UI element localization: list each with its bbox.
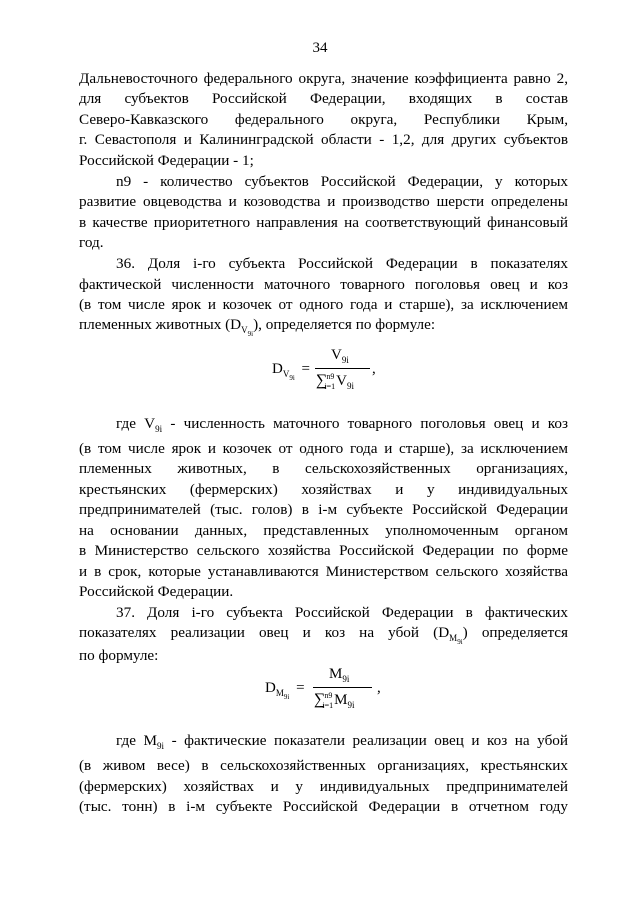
text-fragment: ), определяется по формуле: (253, 316, 436, 333)
text-line: на основании данных, представленных уполномоченным органом (79, 522, 568, 539)
formula-numerator: $V_{9i}$ (331, 347, 349, 365)
text-line: племенных животных, в сельскохозяйственных организациях, (79, 460, 568, 477)
definition-line: где $M_{9i}$ - фактические показатели реализации овец и коз на убой (116, 732, 569, 751)
fraction-bar (313, 687, 372, 688)
text-line: показателях реализации овец и коз на убой $(D_{M9i})$ определяется (79, 624, 568, 646)
definition-line: где $V_{9i}$ - численность маточного товарного поголовья овец и коз (116, 415, 569, 434)
page-number: 34 (312, 40, 328, 56)
text-line: Дальневосточного федерального округа, значение коэффициента равно 2, (79, 70, 568, 87)
formula-denominator: $\sum^{n9}_{i=1}V_{9i}$ (316, 372, 354, 391)
text-line: для субъектов Российской Федерации, входящих в состав (79, 90, 568, 107)
item-36-heading: 36. Доля i-го субъекта Российской Федерации в показателях (116, 255, 568, 272)
text-line: Российской Федерации - 1; (79, 152, 254, 169)
text-line: развитие овцеводства и козоводства и производство шерсти определены (79, 193, 568, 210)
text-line: (в том числе ярок и козочек от одного года и старше), за исключением (79, 440, 568, 457)
inline-formula: $D_{M9i}$ (438, 624, 463, 646)
text-line: г. Севастополя и Калининградской области - 1,2, для других субъектов (79, 131, 568, 148)
text-line: (фермерских) хозяйствах и у индивидуальных предпринимателей (79, 778, 568, 795)
text-line: Российской Федерации. (79, 583, 234, 600)
formula-comma: , (377, 680, 381, 696)
inline-formula: $D_{V9i}$ (230, 316, 254, 338)
text-fragment: племенных животных ( (79, 316, 231, 333)
text-line: и в срок, которые устанавливаются Министерством сельского хозяйства (79, 563, 568, 580)
text-line: фактической численности маточного товарного поголовья овец и коз (79, 276, 568, 293)
formula-comma: , (372, 361, 376, 377)
text-line: в Министерство сельского хозяйства Российской Федерации по форме (79, 542, 568, 559)
formula-lhs: $D_{M9i}$ = (265, 680, 305, 701)
item-37-heading: 37. Доля i-го субъекта Российской Федерации в фактических (116, 604, 568, 621)
text-line: (в живом весе) в сельскохозяйственных организациях, крестьянских (79, 757, 568, 774)
text-line: год. (79, 234, 104, 251)
text-line: (тыс. тонн) в i-м субъекте Российской Федерации в отчетном году (79, 798, 568, 815)
text-line: крестьянских (фермерских) хозяйствах и у индивидуальных (79, 481, 568, 498)
text-line: n9 - количество субъектов Российской Федерации, у которых (116, 173, 568, 190)
text-line: Северо-Кавказского федерального округа, Республики Крым, (79, 111, 568, 128)
text-line: (в том числе ярок и козочек от одного года и старше), за исключением (79, 296, 568, 313)
formula-numerator: $M_{9i}$ (329, 666, 350, 684)
text-line (79, 315, 568, 337)
text-line: предпринимателей (тыс. голов) в i-м субъекте Российской Федерации (79, 501, 568, 518)
formula-denominator: $\sum^{n9}_{i=1}M_{9i}$ (314, 691, 355, 710)
inline-symbol: $V_{9i}$ (144, 415, 163, 434)
fraction-bar (315, 368, 370, 369)
formula-lhs: $D_{V9i}$ = (272, 361, 311, 382)
text-line: по формуле: (79, 647, 159, 664)
inline-symbol: $M_{9i}$ (143, 732, 165, 751)
text-line: в качестве приоритетного направления на соответствующий финансовый (79, 214, 568, 231)
